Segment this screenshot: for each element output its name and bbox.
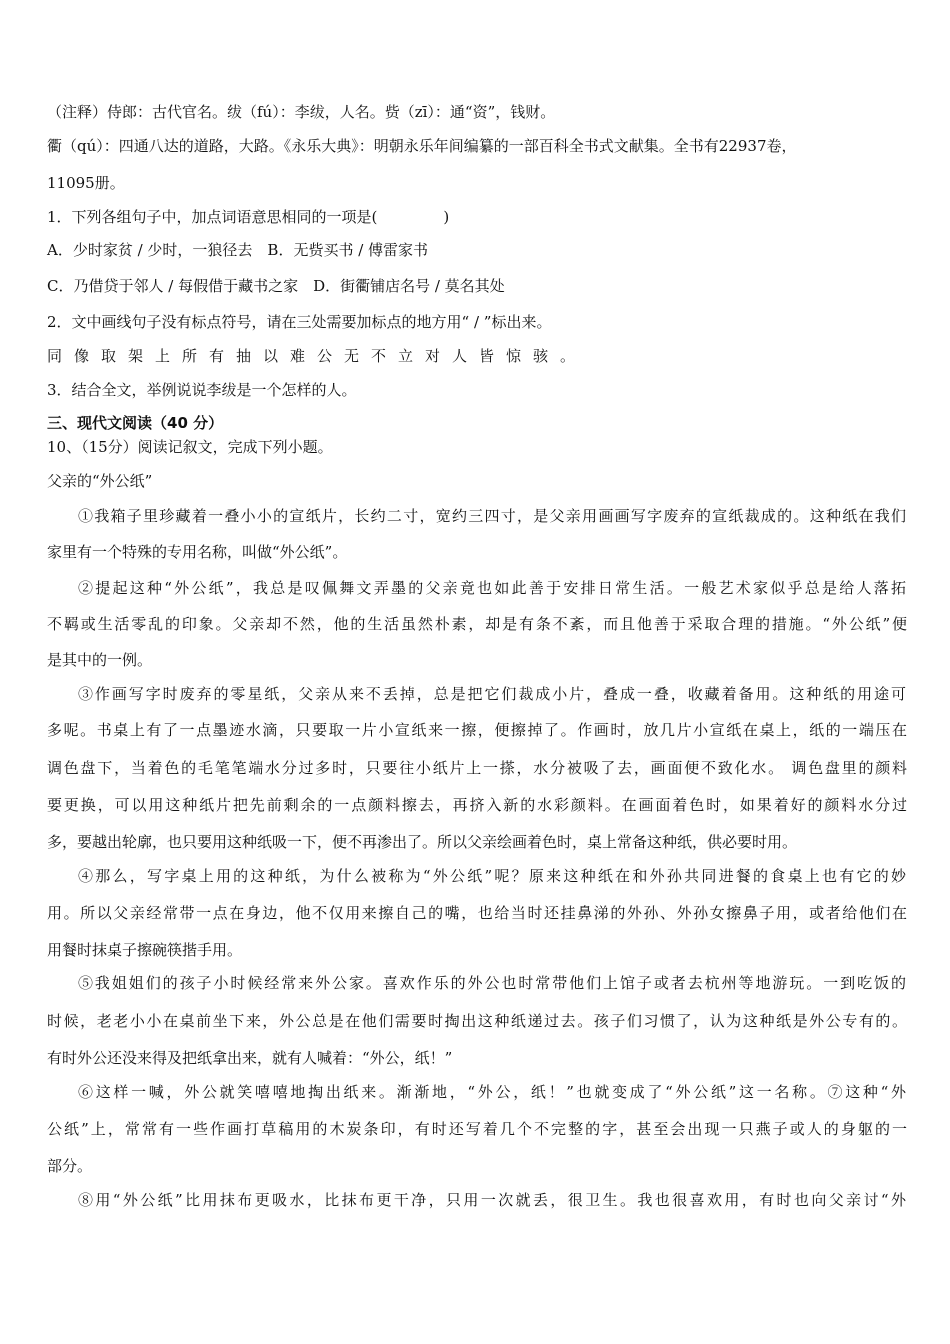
- article-line: 时候，老老小小在桌前坐下来，外公总是在他们需要时掏出这种纸递过去。孩子们习惯了，认为这种纸是外公专有的。: [47, 1012, 907, 1030]
- question-10-task: 10、（15分）阅读记叙文，完成下列小题。: [47, 438, 333, 456]
- question-1-options-ab: A．少时家贫 / 少时，一狼径去 B．无赀买书 / 傅雷家书: [47, 241, 429, 259]
- annotation-line-3: 11095册。: [47, 174, 125, 192]
- annotation-line-1: （注释）侍郎：古代官名。绂（fú）：李绂，人名。赀（zī）：通“资”，钱财。: [47, 103, 556, 121]
- question-1-close: ): [443, 208, 450, 226]
- article-line: ⑧用“外公纸”比用抹布更吸水，比抹布更干净，只用一次就丢，很卫生。我也很喜欢用，有时也向父亲讨“外: [78, 1191, 906, 1209]
- article-line: 用餐时抹桌子擦碗筷揩手用。: [47, 941, 243, 959]
- question-1: [47, 207, 907, 227]
- article-line: 有时外公还没来得及把纸拿出来，就有人喊着：“外公，纸！”: [47, 1049, 453, 1067]
- article-line: 用。所以父亲经常带一点在身边，他不仅用来擦自己的嘴，也给当时还挂鼻涕的外孙、外孙女擦鼻子用，或者给他们在: [47, 904, 907, 922]
- article-line: ②提起这种“外公纸”，我总是叹佩舞文弄墨的父亲竟也如此善于安排日常生活。一般艺术家似乎总是给人落拓: [78, 579, 906, 597]
- article-line: 调色盘下，当着色的毛笔笔端水分过多时，只要往小纸片上一搽，水分被吸了去，画面便不致化水。 调色盘里的颜料: [47, 759, 907, 777]
- article-line: 不羁或生活零乱的印象。父亲却不然，他的生活虽然朴素，却是有条不紊，而且他善于采取合理的措施。“外公纸”便: [47, 615, 907, 633]
- question-2-sentence: 同像取架上所有抽以难公无不立对人皆惊骇。: [47, 347, 588, 365]
- article-line: 部分。: [47, 1157, 93, 1175]
- article-line: ④那么，写字桌上用的这种纸，为什么被称为“外公纸”呢？原来这种纸在和外孙共同进餐的食桌上也有它的妙: [78, 867, 906, 885]
- article-line: 公纸”上，常常有一些作画打草稿用的木炭条印，有时还写着几个不完整的字，甚至会出现一只燕子或人的身躯的一: [47, 1120, 907, 1138]
- article-line: 是其中的一例。: [47, 651, 153, 669]
- question-1-options-cd: C．乃借贷于邻人 / 每假借于藏书之家 D．街衢铺店名号 / 莫名其处: [47, 277, 505, 295]
- article-line: 多，要越出轮廓，也只要用这种纸吸一下，便不再渗出了。所以父亲绘画着色时，桌上常备这种纸，供必要时用。: [47, 833, 798, 851]
- question-1-text: 1．下列各组句子中，加点词语意思相同的一项是(: [47, 208, 378, 226]
- annotation-line-2: 衢（qú）：四通八达的道路，大路。《永乐大典》：明朝永乐年间编纂的一部百科全书式文献集。全书有22937卷，: [47, 137, 797, 155]
- article-line: ③作画写字时废弃的零星纸，父亲从来不丢掉，总是把它们裁成小片，叠成一叠，收藏着备用。这种纸的用途可: [78, 685, 906, 703]
- article-line: ⑥这样一喊，外公就笑嘻嘻地掏出纸来。渐渐地，“外公，纸！”也就变成了“外公纸”这一名称。⑦这种“外: [78, 1083, 906, 1101]
- article-title: 父亲的“外公纸”: [47, 472, 153, 490]
- question-2: 2．文中画线句子没有标点符号，请在三处需要加标点的地方用“ / ”标出来。: [47, 313, 552, 331]
- question-3: 3．结合全文，举例说说李绂是一个怎样的人。: [47, 381, 357, 399]
- section-3-heading: 三、现代文阅读（40 分）: [47, 414, 224, 432]
- article-line: ⑤我姐姐们的孩子小时候经常来外公家。喜欢作乐的外公也时常带他们上馆子或者去杭州等地游玩。一到吃饭的: [78, 974, 906, 992]
- article-line: 家里有一个特殊的专用名称，叫做“外公纸”。: [47, 543, 348, 561]
- article-line: ①我箱子里珍藏着一叠小小的宣纸片，长约二寸，宽约三四寸，是父亲用画画写字废弃的宣纸裁成的。这种纸在我们: [78, 507, 906, 525]
- article-line: 多呢。书桌上有了一点墨迹水滴，只要取一片小宣纸来一擦，便擦掉了。作画时，放几片小宣纸在桌上，纸的一端压在: [47, 721, 907, 739]
- article-line: 要更换，可以用这种纸片把先前剩余的一点颜料擦去，再挤入新的水彩颜料。在画面着色时，如果着好的颜料水分过: [47, 796, 907, 814]
